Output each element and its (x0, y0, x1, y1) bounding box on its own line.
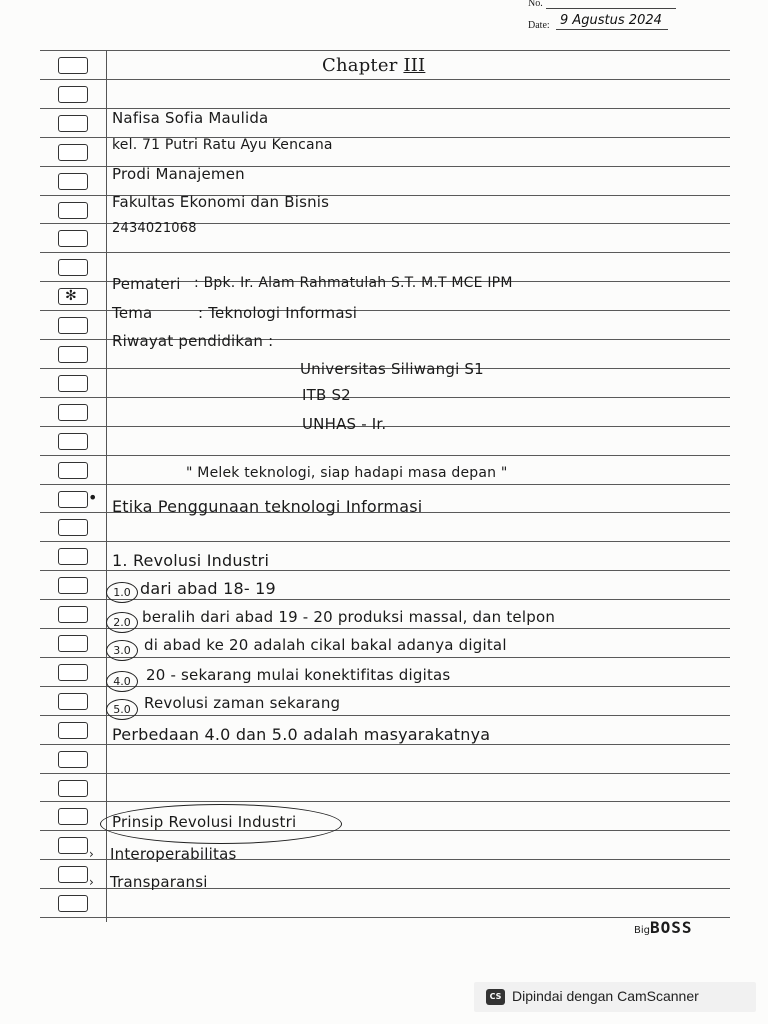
page-header (528, 0, 738, 40)
bullet-icon: • (88, 487, 98, 507)
row-checkbox[interactable] (58, 317, 88, 334)
brand-logo (634, 918, 693, 937)
row-checkbox[interactable] (58, 404, 88, 421)
ruled-line (40, 773, 730, 774)
principle-item: Interoperabilitas (110, 845, 237, 863)
row-checkbox[interactable] (58, 462, 88, 479)
ruled-line (40, 252, 730, 253)
ruled-line (40, 397, 730, 398)
ruled-line (40, 50, 730, 51)
chapter-title (322, 55, 425, 76)
education-item: UNHAS - Ir. (302, 415, 387, 433)
revolution-number: 1.0 (106, 582, 138, 603)
speaker-value: : Bpk. Ir. Alam Rahmatulah S.T. M.T MCE IPM (194, 275, 513, 291)
logo-prefix: Big (634, 925, 650, 936)
theme-label: Tema (112, 304, 153, 322)
row-checkbox[interactable] (58, 722, 88, 739)
revolution-item: dari abad 18- 19 (140, 579, 276, 598)
row-checkbox[interactable] (58, 808, 88, 825)
arrow-icon: › (89, 847, 94, 861)
ruled-line (40, 570, 730, 571)
education-item: Universitas Siliwangi S1 (300, 360, 484, 378)
row-checkbox[interactable] (58, 115, 88, 132)
row-checkbox[interactable] (58, 433, 88, 450)
ruled-line (40, 484, 730, 485)
education-item: ITB S2 (302, 386, 351, 404)
date-label: Date: (528, 20, 550, 31)
revolution-heading: 1. Revolusi Industri (112, 551, 270, 570)
camscanner-watermark (474, 982, 756, 1012)
revolution-number: 2.0 (106, 612, 138, 633)
row-checkbox[interactable] (58, 230, 88, 247)
ruled-line (40, 599, 730, 600)
date-value: 9 Agustus 2024 (560, 13, 662, 28)
row-checkbox[interactable] (58, 577, 88, 594)
asterisk-icon: ✻ (65, 288, 77, 305)
no-label: No. (528, 0, 543, 9)
chapter-prefix: Chapter (322, 55, 398, 76)
revolution-item: Revolusi zaman sekarang (144, 694, 341, 712)
theme-value: : Teknologi Informasi (198, 304, 358, 322)
revolution-item: di abad ke 20 adalah cikal bakal adanya digital (144, 636, 507, 654)
row-checkbox[interactable] (58, 202, 88, 219)
revolution-difference: Perbedaan 4.0 dan 5.0 adalah masyarakatnya (112, 725, 491, 744)
row-checkbox[interactable] (58, 780, 88, 797)
camscanner-icon: CS (486, 989, 505, 1005)
no-line (546, 8, 676, 9)
speaker-label: Pemateri (112, 275, 181, 293)
row-checkbox[interactable] (58, 259, 88, 276)
chapter-numeral: III (403, 55, 426, 76)
student-name: Nafisa Sofia Maulida (112, 109, 269, 127)
row-checkbox[interactable] (58, 664, 88, 681)
ruled-line (40, 657, 730, 658)
row-checkbox[interactable] (58, 548, 88, 565)
margin-line (106, 50, 107, 922)
ethics-heading: Etika Penggunaan teknologi Informasi (112, 497, 423, 516)
ruled-line (40, 541, 730, 542)
education-label: Riwayat pendidikan : (112, 332, 274, 350)
row-checkbox[interactable] (58, 173, 88, 190)
ruled-line (40, 686, 730, 687)
row-checkbox[interactable] (58, 635, 88, 652)
revolution-number: 5.0 (106, 699, 138, 720)
revolution-item: 20 - sekarang mulai konektifitas digitas (146, 666, 451, 684)
revolution-number: 3.0 (106, 640, 138, 661)
revolution-item: beralih dari abad 19 - 20 produksi massal, dan telpon (142, 608, 556, 626)
row-checkbox[interactable] (58, 86, 88, 103)
watermark-text: Dipindai dengan CamScanner (512, 988, 699, 1004)
row-checkbox[interactable] (58, 491, 88, 508)
ruled-line (40, 79, 730, 80)
ruled-line (40, 715, 730, 716)
study-program: Prodi Manajemen (112, 165, 245, 183)
principle-item: Transparansi (110, 873, 208, 891)
logo-brand: BOSS (650, 918, 693, 937)
row-checkbox[interactable] (58, 144, 88, 161)
quote: " Melek teknologi, siap hadapi masa depan " (186, 465, 508, 481)
student-group: kel. 71 Putri Ratu Ayu Kencana (112, 137, 333, 153)
row-checkbox[interactable] (58, 895, 88, 912)
revolution-number: 4.0 (106, 671, 138, 692)
ruled-line (40, 628, 730, 629)
row-checkbox[interactable] (58, 375, 88, 392)
principles-heading: Prinsip Revolusi Industri (112, 813, 297, 831)
arrow-icon: › (89, 875, 94, 889)
date-line (556, 29, 668, 30)
row-checkbox[interactable] (58, 346, 88, 363)
row-checkbox[interactable] (58, 866, 88, 883)
row-checkbox[interactable] (58, 519, 88, 536)
ruled-line (40, 917, 730, 918)
faculty: Fakultas Ekonomi dan Bisnis (112, 193, 330, 211)
ruled-line (40, 455, 730, 456)
row-checkbox[interactable] (58, 606, 88, 623)
ruled-line (40, 801, 730, 802)
row-checkbox[interactable] (58, 693, 88, 710)
student-id: 2434021068 (112, 221, 197, 236)
row-checkbox[interactable] (58, 57, 88, 74)
row-checkbox[interactable] (58, 751, 88, 768)
row-checkbox[interactable] (58, 837, 88, 854)
row-checkbox[interactable] (58, 288, 88, 305)
